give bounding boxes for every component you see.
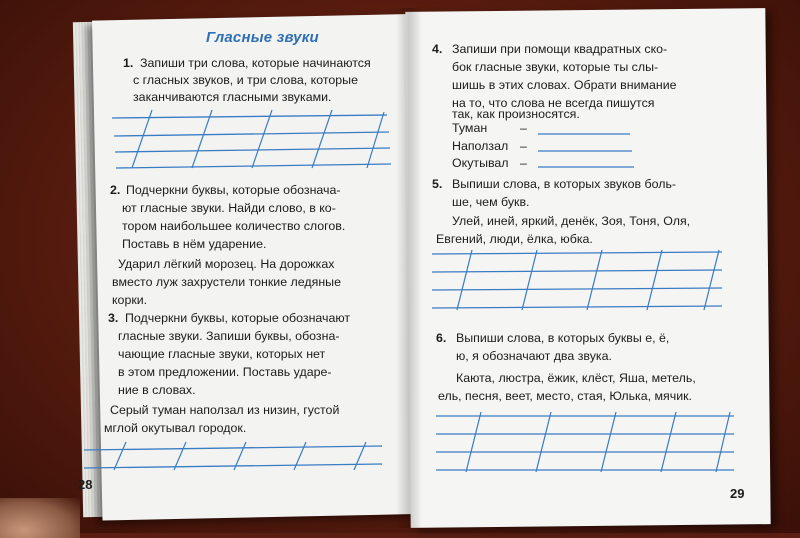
task-1-line-2: с гласных звуков, и три слова, которые [133, 73, 358, 87]
task-1-number: 1. [123, 56, 134, 70]
task-6-text-2: ель, песня, веет, место, стая, Юлька, мячик. [438, 389, 692, 403]
task-2-line-4: Поставь в нём ударение. [122, 237, 267, 251]
task-3-number: 3. [108, 311, 119, 325]
page-number-right: 29 [730, 486, 745, 501]
task-3-line-5: ние в словах. [118, 383, 196, 397]
task-5-line-1: Выпиши слова, в которых звуков боль- [452, 177, 677, 191]
page-number-left: 28 [78, 477, 93, 492]
book-gutter [396, 8, 422, 528]
task-3-writing-lines[interactable] [84, 440, 384, 474]
task-6-writing-lines[interactable] [436, 410, 736, 478]
dash-3: – [520, 156, 527, 170]
task-6-line-2: ю, я обозначают два звука. [456, 349, 612, 363]
dash-2: – [520, 139, 527, 153]
task-2-line-2: ют гласные звуки. Найди слово, в ко- [122, 201, 336, 215]
task-2-text-2: вместо луж захрустели тонкие ледяные [112, 275, 341, 289]
task-4-line-3: шишь в этих словах. Обрати внимание [452, 78, 677, 92]
task-3-line-1: Подчеркни буквы, которые обозначают [125, 311, 351, 325]
dash-1: – [520, 121, 527, 135]
task-3-text-1: Серый туман наползал из низин, густой [110, 403, 340, 417]
task-4-line-5: так, как произносятся. [452, 107, 580, 121]
word-okutyval: Окутывал [452, 156, 509, 170]
task-1-line-3: заканчиваются гласными звуками. [133, 90, 332, 104]
task-3-line-2: гласные звуки. Запиши буквы, обозна- [118, 329, 340, 343]
task-2-line-3: тором наибольшее количество слогов. [122, 219, 346, 233]
task-1-line-1: Запиши три слова, которые начинаются [140, 56, 371, 70]
task-5-text-1: Улей, иней, яркий, денёк, Зоя, Тоня, Оля, [452, 214, 691, 228]
task-3-text-2: мглой окутывал городок. [104, 421, 247, 435]
task-4-number: 4. [432, 42, 443, 56]
task-3-line-4: в этом предложении. Поставь ударе- [118, 365, 332, 379]
task-4-line-2: бок гласные звуки, которые ты слы- [452, 60, 659, 74]
task-2-text-1: Ударил лёгкий морозец. На дорожках [118, 257, 335, 271]
task-5-number: 5. [432, 177, 443, 191]
task-5-writing-lines[interactable] [432, 248, 727, 316]
task-6-text-1: Каюта, люстра, ёжик, клёст, Яша, метель, [456, 371, 696, 385]
task-2-number: 2. [110, 183, 121, 197]
task-6-line-1: Выпиши слова, в которых буквы е, ё, [456, 331, 670, 345]
task-4-line-1: Запиши при помощи квадратных ско- [452, 42, 668, 56]
task-5-text-2: Евгений, люди, ёлка, юбка. [436, 232, 593, 246]
task-3-line-3: чающие гласные звуки, которых нет [118, 347, 326, 361]
task-1-writing-lines[interactable] [112, 110, 392, 172]
page-title: Гласные звуки [206, 29, 319, 46]
word-tuman: Туман [452, 121, 488, 135]
task-6-number: 6. [436, 331, 447, 345]
task-4-answer-lines[interactable] [538, 128, 638, 170]
word-napolzal: Наползал [452, 139, 509, 153]
hand-holding-book [0, 498, 80, 538]
task-5-line-2: ше, чем букв. [452, 195, 530, 209]
task-2-line-1: Подчеркни буквы, которые обознача- [126, 183, 341, 197]
task-2-text-3: корки. [112, 293, 148, 307]
task-4-line-4: на то, что слова не всегда пишутся [452, 96, 655, 110]
